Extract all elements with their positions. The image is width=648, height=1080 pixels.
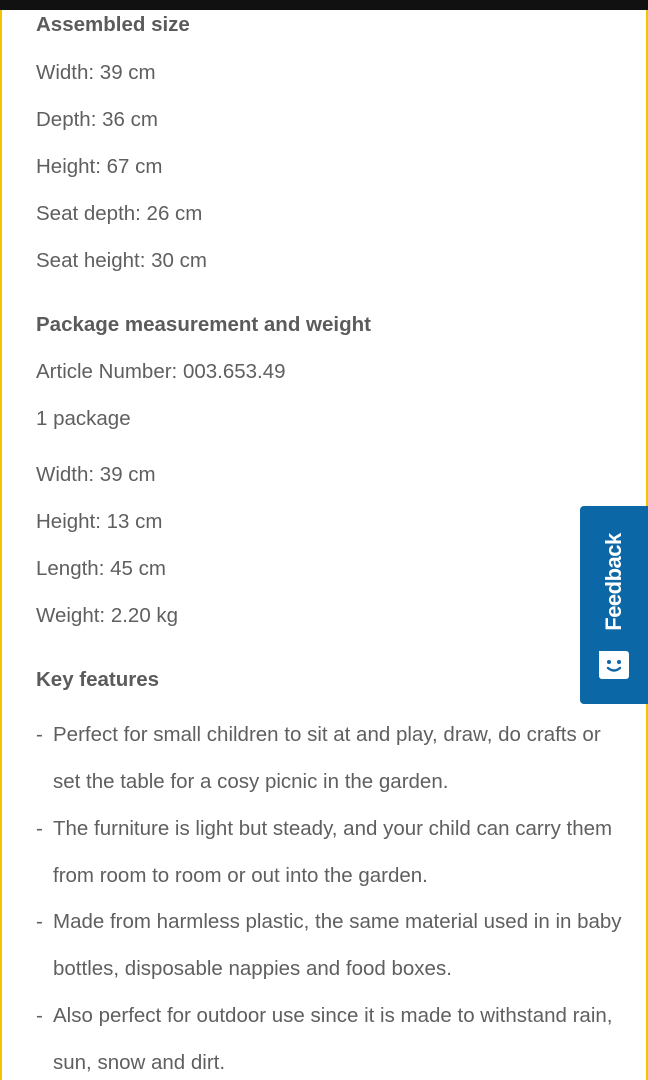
bullet-dash: - xyxy=(36,723,43,746)
feedback-label: Feedback xyxy=(601,533,626,631)
package-height: Height: 13 cm xyxy=(36,510,163,533)
feedback-button[interactable] xyxy=(580,506,648,704)
package-heading: Package measurement and weight xyxy=(36,313,371,336)
assembled-seat-depth: Seat depth: 26 cm xyxy=(36,202,203,225)
package-width: Width: 39 cm xyxy=(36,463,156,486)
article-number: Article Number: 003.653.49 xyxy=(36,360,286,383)
assembled-width: Width: 39 cm xyxy=(36,61,156,84)
smiley-chat-icon xyxy=(598,649,630,681)
assembled-height: Height: 67 cm xyxy=(36,155,163,178)
bullet-dash: - xyxy=(36,910,43,933)
feature-text: Also perfect for outdoor use since it is made to withstand rain, sun, snow and dirt. xyxy=(53,1004,613,1074)
top-bar xyxy=(0,0,648,10)
assembled-depth: Depth: 36 cm xyxy=(36,108,158,131)
assembled-size-heading: Assembled size xyxy=(36,13,190,36)
feature-text: The furniture is light but steady, and your child can carry them from room to room or out into the garden. xyxy=(53,817,613,887)
feature-text: Perfect for small children to sit at and play, draw, do crafts or set the table for a cosy picnic in the garden. xyxy=(53,723,601,793)
package-weight: Weight: 2.20 kg xyxy=(36,604,179,627)
feature-text: Made from harmless plastic, the same material used in in baby bottles, disposable nappies and food boxes. xyxy=(53,910,622,980)
left-border xyxy=(0,10,2,1080)
assembled-seat-height: Seat height: 30 cm xyxy=(36,249,207,272)
bullet-dash: - xyxy=(36,1004,43,1027)
package-length: Length: 45 cm xyxy=(36,557,166,580)
key-features-heading: Key features xyxy=(36,668,160,691)
package-count: 1 package xyxy=(36,407,131,430)
bullet-dash: - xyxy=(36,817,43,840)
